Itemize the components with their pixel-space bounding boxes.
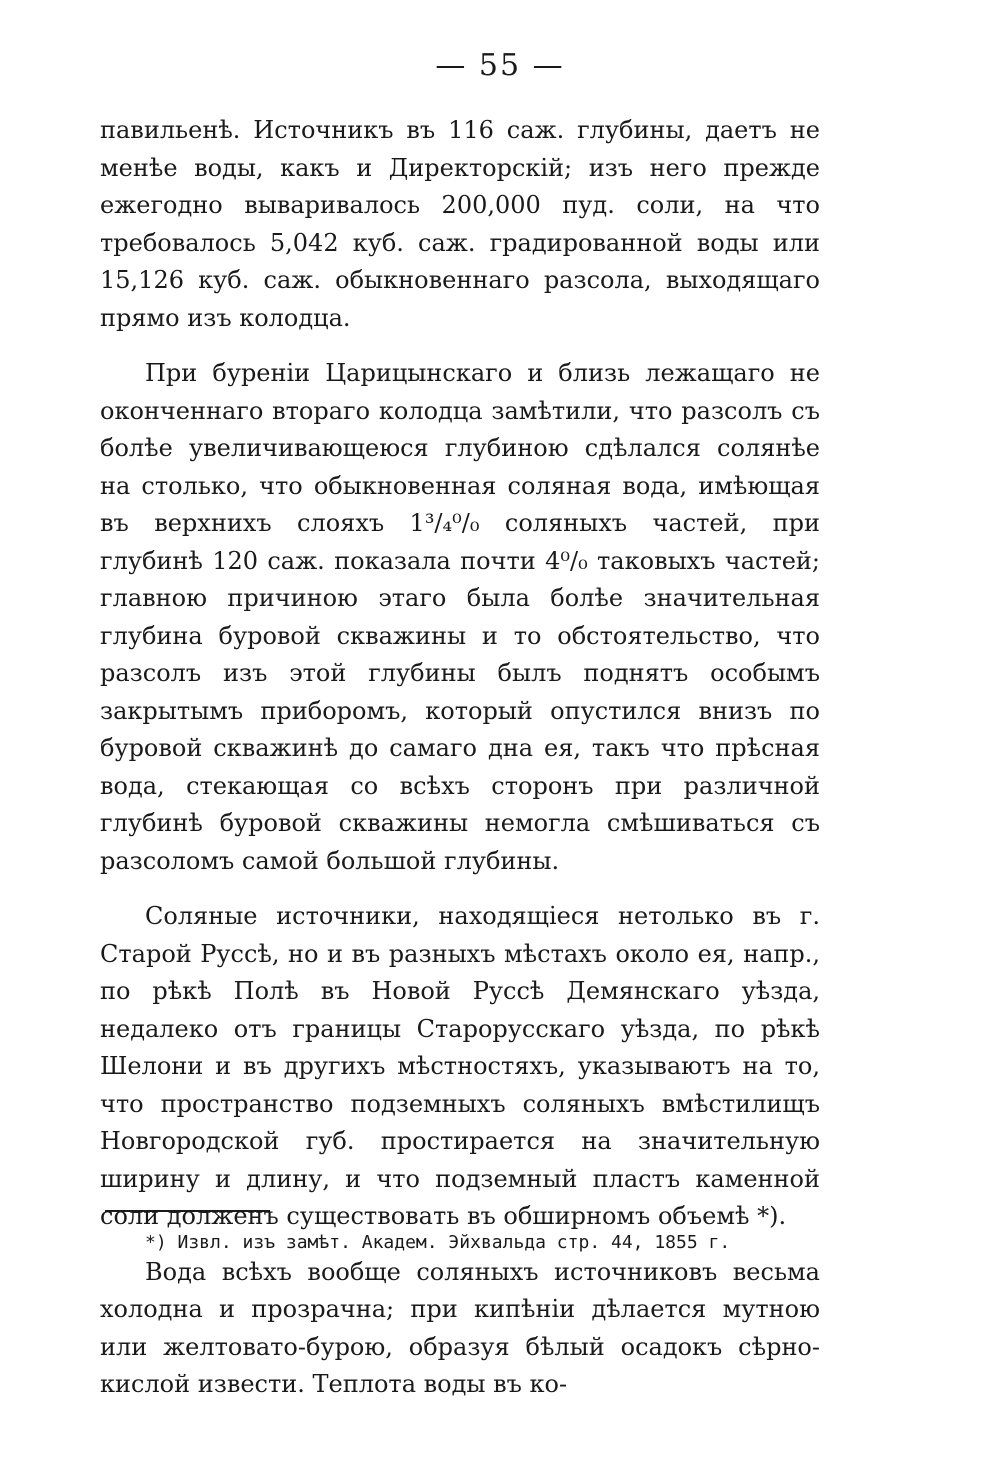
footnote-separator	[105, 1210, 270, 1212]
paragraph-1: павильенѣ. Источникъ въ 116 саж. глубины, даетъ не менѣе воды, какъ и Директорскiй; изъ него прежде ежегодно вываривалось 200,000 пуд. соли, на что требовалось 5,042 куб. саж. градированной воды или 15,126 куб. саж. обыкновеннаго разсола, выходящаго прямо изъ колодца.	[100, 116, 820, 332]
paragraph-4: Вода всѣхъ вообще соляныхъ источниковъ весьма холодна и прозрачна; при кипѣнiи дѣлается мутною или желтовато-бурою, образуя бѣлый осадокъ сѣрно-кислой извести. Теплота воды въ ко-	[100, 1257, 820, 1398]
page-number: — 55 —	[435, 48, 565, 83]
footnote: *) Извл. изъ замѣт. Академ. Эйхвальда стр. 44, 1855 г.	[145, 1232, 731, 1253]
paragraph-2: При буренiи Царицынскаго и близь лежащаго не оконченнаго втораго колодца замѣтили, что разсолъ съ болѣе увеличивающеюся глубиною сдѣлался солянѣе на столько, что обыкновенная соляная вода, имѣющая въ верхнихъ слояхъ 1³/₄⁰/₀ соляныхъ частей, при глубинѣ 120 саж. показала почти 4⁰/₀ таковыхъ частей; главною причиною этаго была болѣе значительная глубина буровой скважины и то обстоятельство, что разсолъ изъ этой глубины былъ поднятъ особымъ закрытымъ приборомъ, который опустился внизъ по буровой скважинѣ до самаго дна ея, такъ что прѣсная вода, стекающая со всѣхъ сторонъ при различной глубинѣ буровой скважины немогла смѣшиваться съ разсоломъ самой большой глубины.	[100, 359, 820, 875]
paragraph-3: Соляные источники, находящiеся нетолько въ г. Старой Руссѣ, но и въ разныхъ мѣстахъ около ея, напр., по рѣкѣ Полѣ въ Новой Руссѣ Демянскаго уѣзда, недалеко отъ границы Старорусскаго уѣзда, по рѣкѣ Шелони и въ другихъ мѣстностяхъ, указываютъ на то, что пространство подземныхъ соляныхъ вмѣстилищъ Новгородской губ. простирается на значительную ширину и длину, и что подземный пластъ каменной соли долженъ существовать въ обширномъ объемѣ *).	[100, 902, 820, 1230]
